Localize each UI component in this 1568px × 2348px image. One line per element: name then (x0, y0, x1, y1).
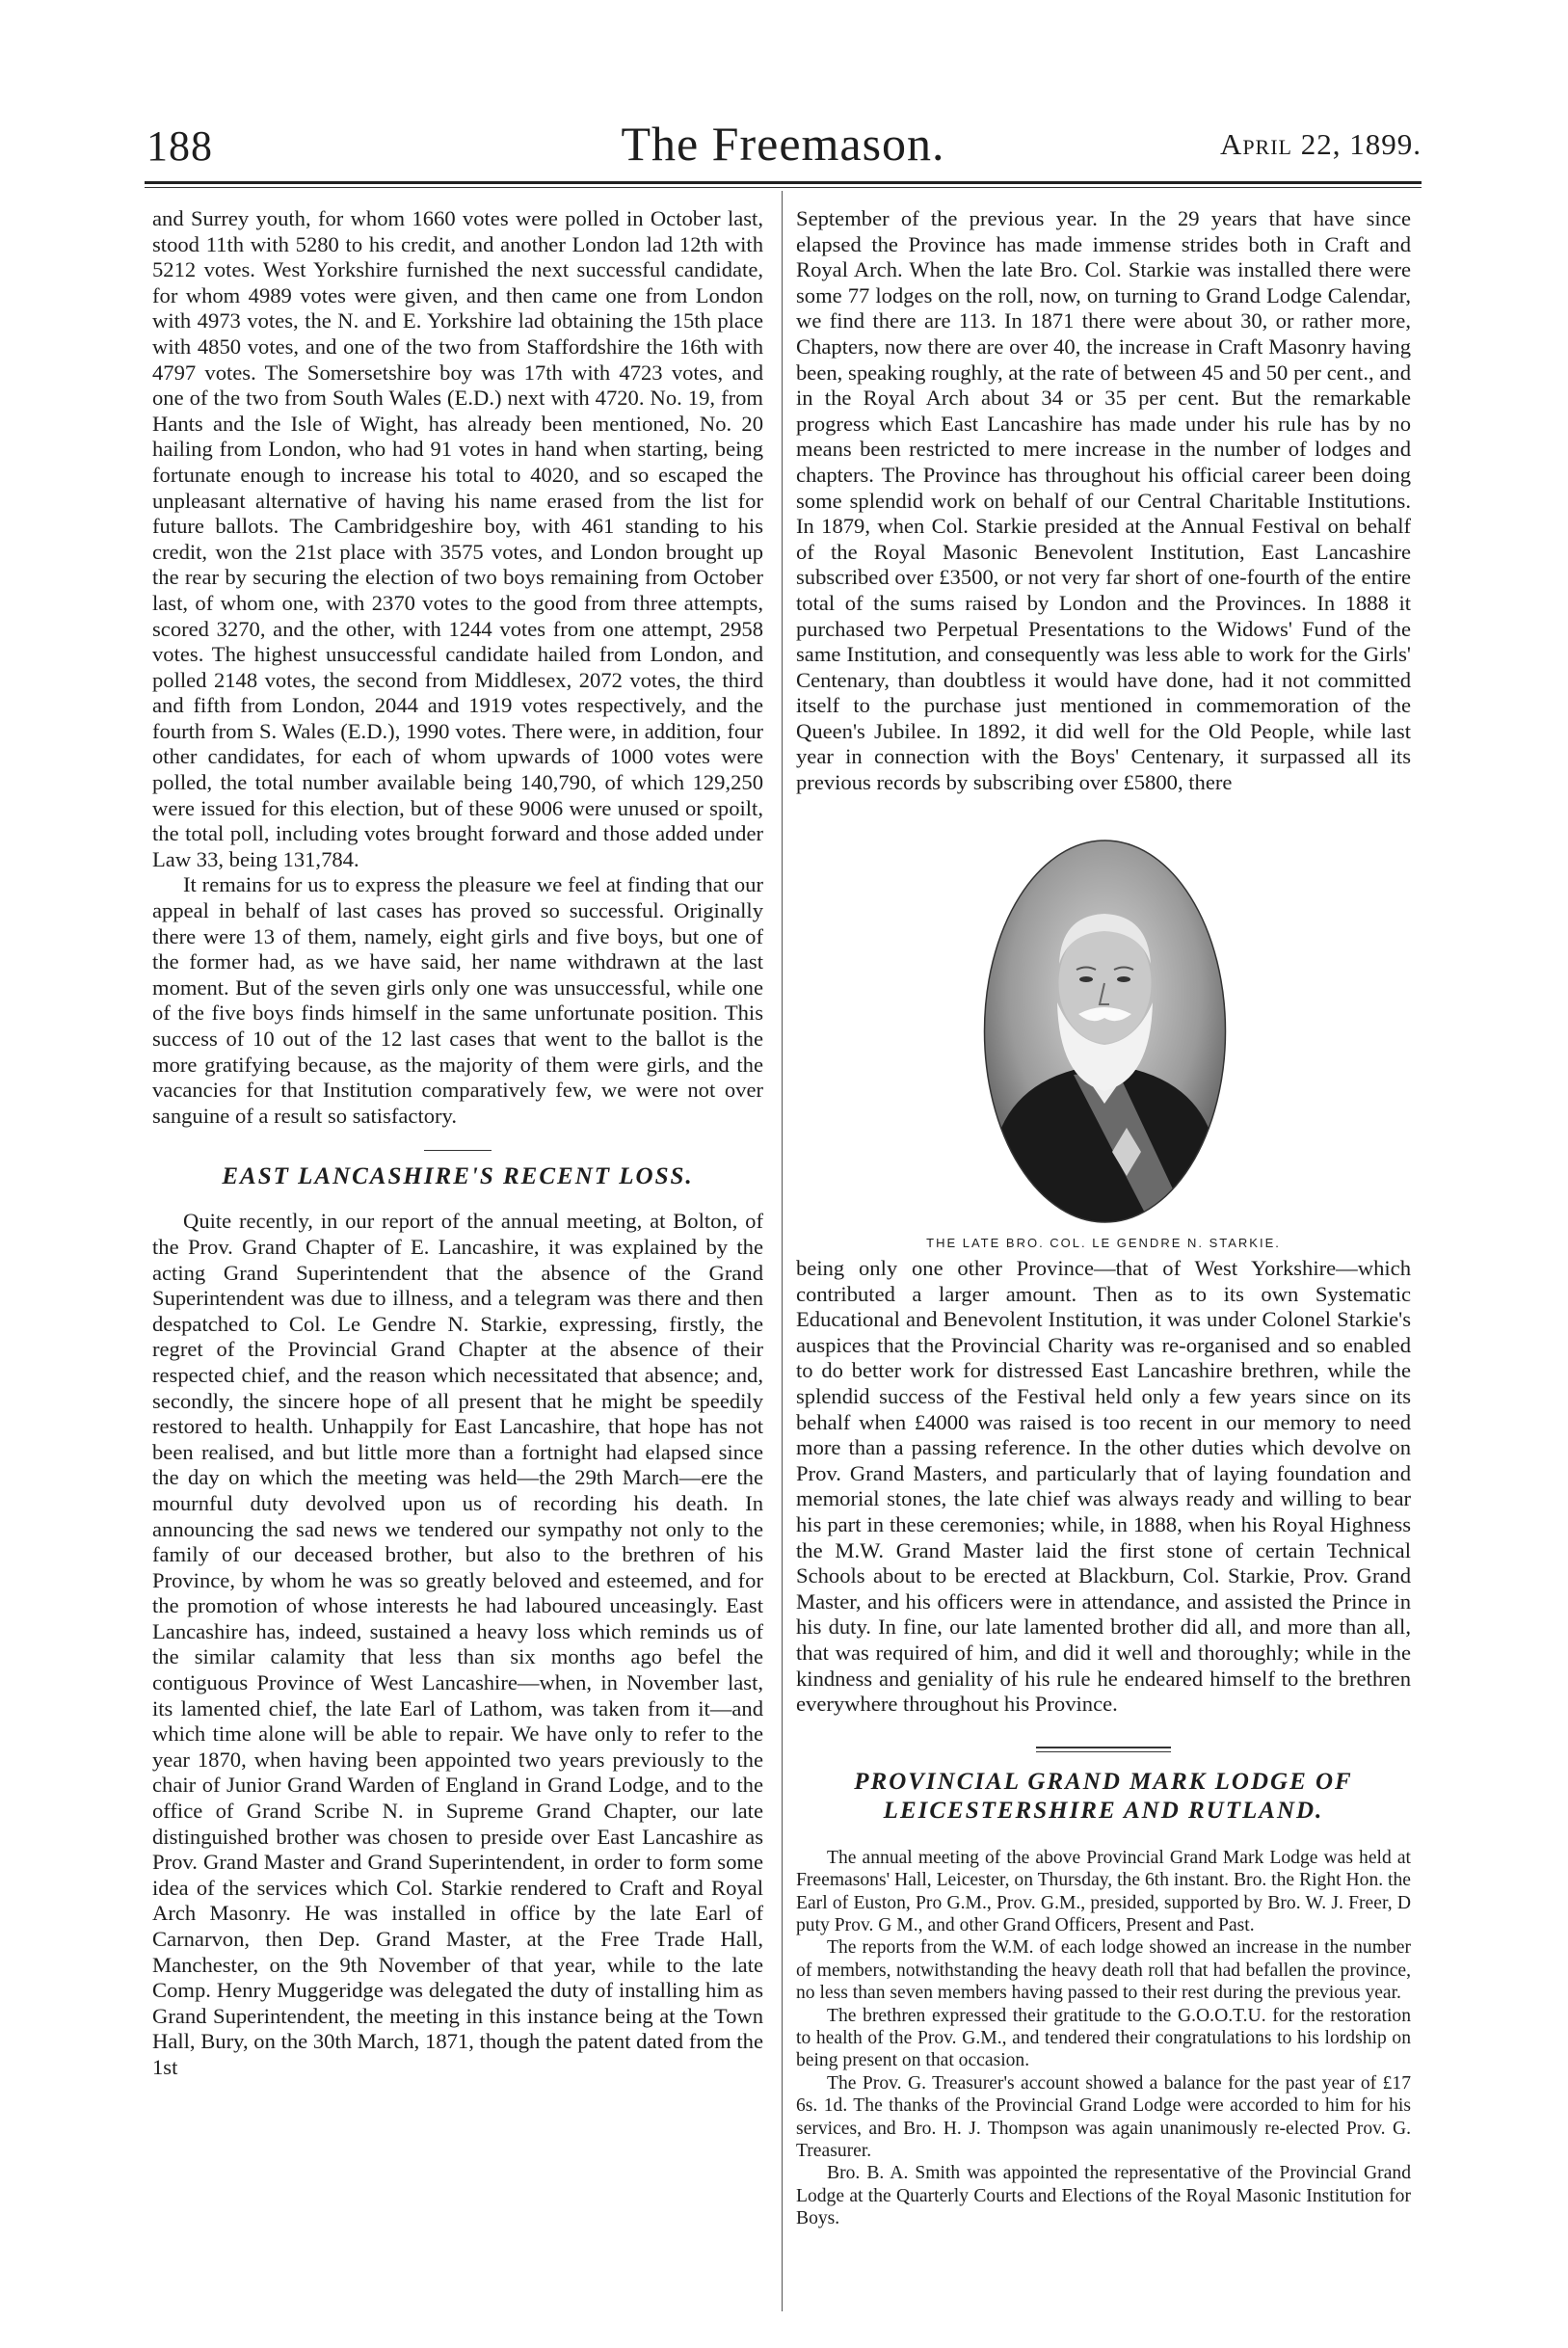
section-heading-east-lancashire: EAST LANCASHIRE'S RECENT LOSS. (222, 1163, 694, 1190)
masthead-rule (145, 181, 1422, 184)
report-paragraph: Bro. B. A. Smith was appointed the representative of the Provincial Grand Lodge at the Quarterly Courts and Elections of the Royal Masonic Institution for Boys. (796, 2163, 1411, 2229)
issue-date: April 22, 1899. (1219, 127, 1422, 161)
report-paragraph: The brethren expressed their gratitude to the G.O.O.T.U. for the restoration to health of the Prov. G.M., and tendered their congratulations to his lordship on being present on that occasion. (796, 2005, 1411, 2071)
lodge-report (796, 1847, 1411, 2230)
report-paragraph: The reports from the W.M. of each lodge showed an increase in the number of members, notwithstanding the heavy death roll that had befallen the province, no less than seven members having passed to their rest during the previous year. (796, 1937, 1411, 2004)
portrait-caption: THE LATE BRO. COL. LE GENDRE N. STARKIE. (926, 1236, 1281, 1250)
right-column-continued (796, 1256, 1411, 2230)
section-heading-leicestershire: PROVINCIAL GRAND MARK LODGE OF LEICESTERSHIRE AND RUTLAND. (854, 1768, 1353, 1824)
masthead-rule-thin (145, 187, 1422, 188)
portrait-engraving (982, 839, 1228, 1224)
portrait-illustration (982, 839, 1228, 1224)
report-paragraph: The annual meeting of the above Provincial Grand Mark Lodge was held at Freemasons' Hall, Leicester, on Thursday, the 6th instant. Bro. the Right Hon. the Earl of Euston, Pro G.M., Prov. G.M., presided, supported by Bro. W. J. Freer, D puty Prov. G M., and other Grand Officers, Present and Past. (796, 1847, 1411, 1935)
report-paragraph: The Prov. G. Treasurer's account showed a balance for the past year of £17 6s. 1d. The thanks of the Provincial Grand Lodge were accorded to him for his services, and Bro. H. J. Thompson was again unanimously re-elected Prov. G. Treasurer. (796, 2072, 1411, 2161)
left-column (152, 206, 763, 2081)
column-divider (782, 191, 783, 2311)
page-number: 188 (146, 122, 213, 170)
article-paragraph: being only one other Province—that of West Yorkshire—which contributed a larger amount. Then as to its own Systematic Educational and Benevolent Institution, it was under Colonel Starkie's auspices that the Provincial Charity was re-organised and so enabled to do better work for distressed East Lancashire brethren, while the splendid success of the Festival held only a few years since on its behalf when £4000 was raised is too recent in our memory to need more than a passing reference. In the other duties which devolve on Prov. Grand Masters, and particularly that of laying foundation and memorial stones, the late chief was always ready and willing to bear his part in these ceremonies; while, in 1888, when his Royal Highness the M.W. Grand Master laid the first stone of certain Technical Schools about to be erected at Blackburn, Col. Starkie, Prov. Grand Master, and his officers were in attendance, and assisted the Prince in his duty. In fine, our late lamented brother did all, and more than all, that was required of him, and did it well and thoroughly; while in the kindness and geniality of his rule he endeared himself to the brethren everywhere throughout his Province. (796, 1256, 1411, 1717)
article-paragraph: Quite recently, in our report of the annual meeting, at Bolton, of the Prov. Grand Chapter of E. Lancashire, it was explained by the acting Grand Superintendent that the absence of the Grand Superintendent was due to illness, and a telegram was there and then despatched to Col. Le Gendre N. Starkie, expressing, firstly, the regret of the Provincial Grand Chapter at the absence of their respected chief, and the reason which necessitated that absence; and, secondly, the sincere hope of all present that he might be speedily restored to health. Unhappily for East Lancashire, that hope has not been realised, and but little more than a fortnight had elapsed since the day on which the meeting was held—the 29th March—ere the mournful duty devolved upon us of recording his death. In announcing the sad news we tendered our sympathy not only to the family of our deceased brother, but also to the brethren of his Province, by whom he was so greatly beloved and esteemed, and for the promotion of whose interests he had laboured unceasingly. East Lancashire has, indeed, sustained a heavy loss which reminds us of the similar calamity that less than six months ago befel the contiguous Province of West Lancashire—when, in November last, its lamented chief, the late Earl of Lathom, was taken from it—and which time alone will be able to repair. We have only to refer to the year 1870, when having been appointed two years previously to the chair of Junior Grand Warden of England in Grand Lodge, and to the office of Grand Scribe N. in Supreme Grand Chapter, our late distinguished brother was chosen to preside over East Lancashire as Prov. Grand Master and Grand Superintendent, in order to form some idea of the services which Col. Starkie rendered to Craft and Royal Arch Masonry. He was installed in office by the late Earl of Carnarvon, then Dep. Grand Master, at the Free Trade Hall, Manchester, on the 9th November of that year, while to the late Comp. Henry Muggeridge was delegated the duty of installing him as Grand Superintendent, the meeting in this instance being at the Town Hall, Bury, on the 30th March, 1871, though the patent dated from the 1st (152, 1209, 763, 2079)
paper-title: The Freemason. (621, 117, 945, 171)
right-column (796, 206, 1411, 796)
article-paragraph: It remains for us to express the pleasure we feel at finding that our appeal in behalf of last cases has proved so successful. Originally there were 13 of them, namely, eight girls and five boys, but one of the former had, as we have said, her name withdrawn at the last moment. But of the seven girls only one was unsuccessful, while one of the five boys finds himself in the same unfortunate position. This success of 10 out of the 12 last cases that went to the ballot is the more gratifying because, as the majority of them were girls, and the vacancies for that Institution comparatively few, we were not over sanguine of a result so satisfactory. (152, 872, 763, 1128)
article-paragraph: and Surrey youth, for whom 1660 votes were polled in October last, stood 11th with 5280 to his credit, and another London lad 12th with 5212 votes. West Yorkshire furnished the next successful candidate, for whom 4989 votes were given, and then came one from London with 4973 votes, the N. and E. Yorkshire lad obtaining the 15th place with 4850 votes, and one of the two from Staffordshire the 16th with 4797 votes. The Somersetshire boy was 17th with 4723 votes, and one of the two from South Wales (E.D.) next with 4720. No. 19, from Hants and the Isle of Wight, has already been mentioned, No. 20 hailing from London, who had 91 votes in hand when starting, being fortunate enough to increase his total to 4020, and so escaped the unpleasant alternative of having his name erased from the list for future ballots. The Cambridgeshire boy, with 461 standing to his credit, won the 21st place with 3575 votes, and London brought up the rear by securing the election of two boys remaining from October last, of whom one, with 2370 votes to the good from three attempts, scored 3270, and the other, with 1244 votes from one attempt, 2958 votes. The highest unsuccessful candidate hailed from London, and polled 2148 votes, the second from Middlesex, 2072 votes, the third and fifth from London, 2044 and 1919 votes respectively, and the fourth from S. Wales (E.D.), 1990 votes. There were, in addition, four other candidates, for each of whom upwards of 1000 votes were polled, the total number available being 140,790, of which 129,250 were issued for this election, but of these 9006 were unused or spoilt, the total poll, including votes brought forward and those added under Law 33, being 131,784. (152, 206, 763, 871)
masthead (145, 114, 1422, 172)
article-paragraph: September of the previous year. In the 29 years that have since elapsed the Province has made immense strides both in Craft and Royal Arch. When the late Bro. Col. Starkie was installed there were some 77 lodges on the roll, now, on turning to Grand Lodge Calendar, we find there are 113. In 1871 there were about 30, or rather more, Chapters, now there are over 40, the increase in Craft Masonry having been, speaking roughly, at the rate of between 45 and 50 per cent., and in the Royal Arch about 34 or 35 per cent. But the remarkable progress which East Lancashire has made under his rule has by no means been restricted to mere increase in the number of lodges and chapters. The Province has throughout his official career been doing some splendid work on behalf of our Central Charitable Institutions. In 1879, when Col. Starkie presided at the Annual Festival on behalf of the Royal Masonic Benevolent Institution, East Lancashire subscribed over £3500, or not very far short of one-fourth of the entire total of the sums raised by London and the Provinces. In 1888 it purchased two Perpetual Presentations to the Widows' Fund of the same Institution, and consequently was less able to work for the Girls' Centenary, than doubtless it would have done, had it not committed itself to the purchase just mentioned in commemoration of the Queen's Jubilee. In 1892, it did well for the Old People, while last year in connection with the Boys' Centenary, it surpassed all its previous records by subscribing over £5800, there (796, 206, 1411, 795)
